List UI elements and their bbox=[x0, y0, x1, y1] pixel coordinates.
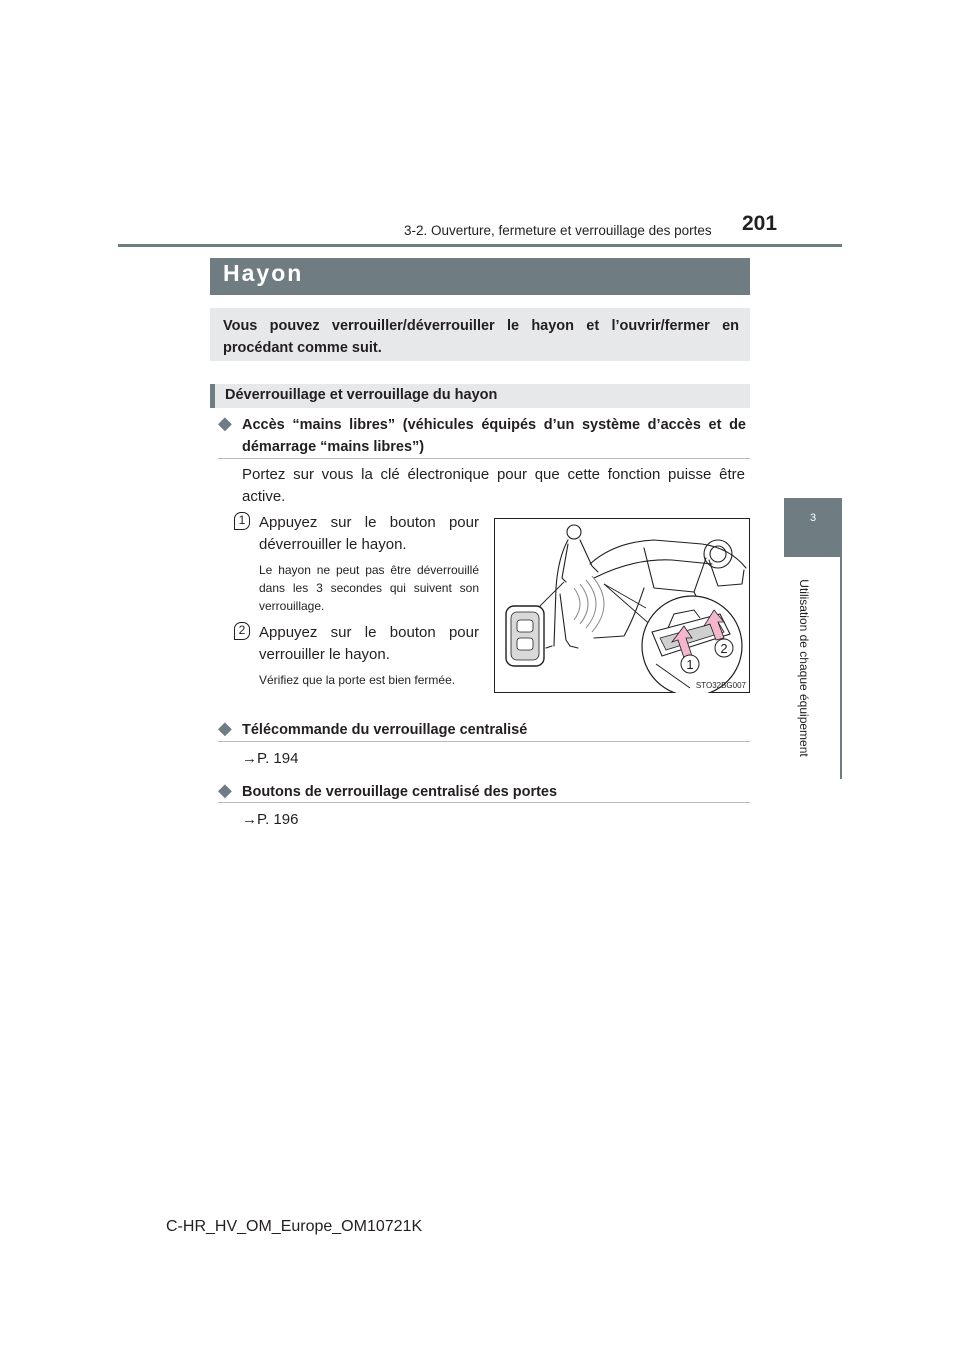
subsection-rule bbox=[218, 458, 750, 459]
running-header-section: 3-2. Ouverture, fermeture et verrouillage des portes bbox=[404, 223, 712, 238]
header-rule bbox=[118, 244, 842, 247]
section-heading-text: Déverrouillage et verrouillage du hayon bbox=[225, 387, 498, 403]
page-reference: →P. 194 bbox=[242, 750, 299, 767]
chapter-title: Utilisation de chaque équipement bbox=[797, 579, 811, 757]
diamond-bullet-icon: ◆ bbox=[218, 780, 232, 800]
step-number-badge: 2 bbox=[234, 622, 250, 640]
page-title-bar bbox=[210, 258, 750, 295]
diamond-bullet-icon: ◆ bbox=[218, 718, 232, 738]
page-number: 201 bbox=[742, 212, 778, 235]
step-text: Appuyez sur le bouton pour déverrouiller le hayon. bbox=[259, 514, 479, 553]
tailgate-illustration bbox=[494, 518, 750, 693]
intro-text: Vous pouvez verrouiller/déverrouiller le hayon et l’ouvrir/fermer en procédant comme suit. bbox=[223, 318, 739, 356]
page-title: Hayon bbox=[223, 260, 304, 286]
figure-code: STO32BG007 bbox=[695, 681, 746, 690]
figure-callout-2: 2 bbox=[720, 641, 728, 656]
tailgate-illustration-svg bbox=[494, 518, 750, 693]
step-note: Vérifiez que la porte est bien fermée. bbox=[259, 673, 456, 687]
section-heading-marker bbox=[210, 384, 215, 408]
section-heading bbox=[210, 384, 750, 408]
footer-model-code: C-HR_HV_OM_Europe_OM10721K bbox=[166, 1218, 423, 1235]
subsection-title: Télécommande du verrouillage centralisé bbox=[242, 722, 528, 738]
subsection-paragraph: Portez sur vous la clé électronique pour que cette fonction puisse être active. bbox=[242, 466, 745, 505]
subsection-title: Boutons de verrouillage centralisé des portes bbox=[242, 784, 558, 800]
chapter-number: 3 bbox=[809, 512, 817, 524]
chapter-title-vertical bbox=[784, 557, 824, 779]
page-reference: →P. 196 bbox=[242, 811, 299, 828]
chapter-tab-line bbox=[840, 557, 842, 779]
figure-callout-1: 1 bbox=[686, 657, 694, 672]
diamond-bullet-icon: ◆ bbox=[218, 413, 232, 433]
chapter-tab bbox=[784, 498, 842, 557]
step-note: Le hayon ne peut pas être déverrouillé dans les 3 secondes qui suivent son verrouillage. bbox=[259, 563, 479, 613]
subsection-title: Accès “mains libres” (véhicules équipés d’un système d’accès et de démarrage “mains libres”) bbox=[242, 417, 746, 455]
subsection-rule bbox=[218, 741, 750, 742]
step-text: Appuyez sur le bouton pour verrouiller le hayon. bbox=[259, 624, 479, 663]
intro-box bbox=[210, 308, 750, 361]
subsection-rule bbox=[218, 802, 750, 803]
step-number-badge: 1 bbox=[234, 512, 250, 530]
